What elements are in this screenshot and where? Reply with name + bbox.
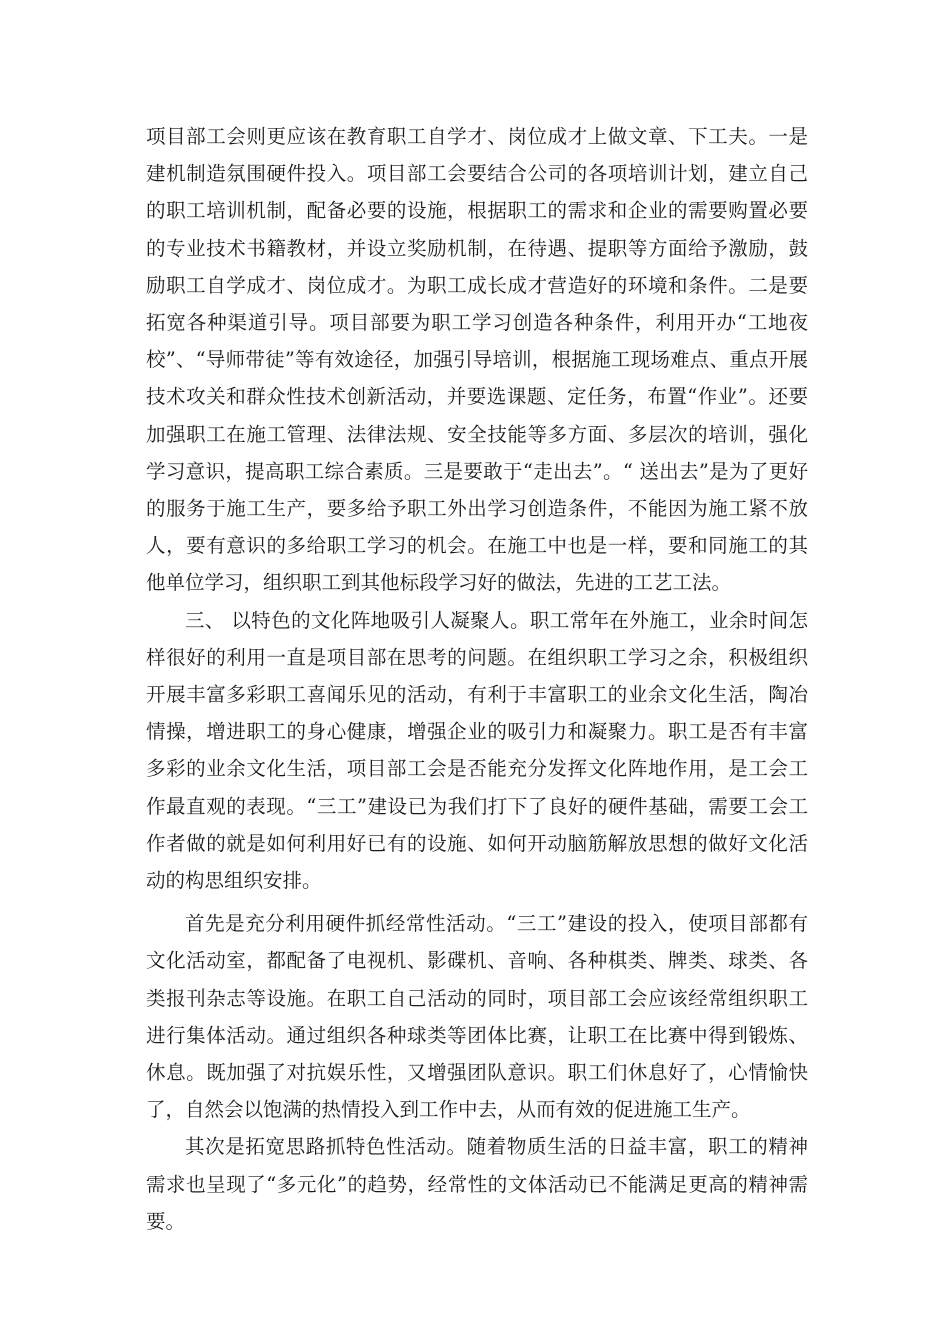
- paragraph-1: 项目部工会则更应该在教育职工自学才、岗位成才上做文章、下工夫。一是建机制造氛围硬件投入。项目部工会要结合公司的各项培训计划，建立自己的职工培训机制，配备必要的设施，根据职工的需求和企业的需要购置必要的专业技术书籍教材，并设立奖励机制，在待遇、提职等方面给予激励，鼓励职工自学成才、岗位成才。为职工成长成才营造好的环境和条件。二是要拓宽各种渠道引导。项目部要为职工学习创造各种条件，利用开办“工地夜校”、“导师带徒”等有效途径，加强引导培训，根据施工现场难点、重点开展技术攻关和群众性技术创新活动，并要选课题、定任务，布置“作业”。还要加强职工在施工管理、法律法规、安全技能等多方面、多层次的培训，强化学习意识，提高职工综合素质。三是要敢于“走出去”。“ 送出去”是为了更好的服务于施工生产，要多给予职工外出学习创造条件，不能因为施工紧不放人，要有意识的多给职工学习的机会。在施工中也是一样，要和同施工的其他单位学习，组织职工到其他标段学习好的做法，先进的工艺工法。: [146, 125, 808, 595]
- paragraph-4: 其次是拓宽思路抓特色性活动。随着物质生活的日益丰富，职工的精神需求也呈现了“多元化”的趋势，经常性的文体活动已不能满足更高的精神需要。: [146, 1135, 808, 1233]
- paragraph-2: 三、 以特色的文化阵地吸引人凝聚人。职工常年在外施工，业余时间怎样很好的利用一直是项目部在思考的问题。在组织职工学习之余，积极组织开展丰富多彩职工喜闻乐见的活动，有利于丰富职工的业余文化生活，陶冶情操，增进职工的身心健康，增强企业的吸引力和凝聚力。职工是否有丰富多彩的业余文化生活，项目部工会是否能充分发挥文化阵地作用，是工会工作最直观的表现。“三工”建设已为我们打下了良好的硬件基础，需要工会工作者做的就是如何利用好已有的设施、如何开动脑筋解放思想的做好文化活动的构思组织安排。: [146, 608, 808, 893]
- paragraph-3: 首先是充分利用硬件抓经常性活动。“三工”建设的投入，使项目部都有文化活动室，都配备了电视机、影碟机、音响、各种棋类、牌类、球类、各类报刊杂志等设施。在职工自己活动的同时，项目部工会应该经常组织职工进行集体活动。通过组织各种球类等团体比赛，让职工在比赛中得到锻炼、休息。既加强了对抗娱乐性，又增强团队意识。职工们休息好了，心情愉快了，自然会以饱满的热情投入到工作中去，从而有效的促进施工生产。: [146, 912, 808, 1122]
- document-body: [146, 118, 808, 1240]
